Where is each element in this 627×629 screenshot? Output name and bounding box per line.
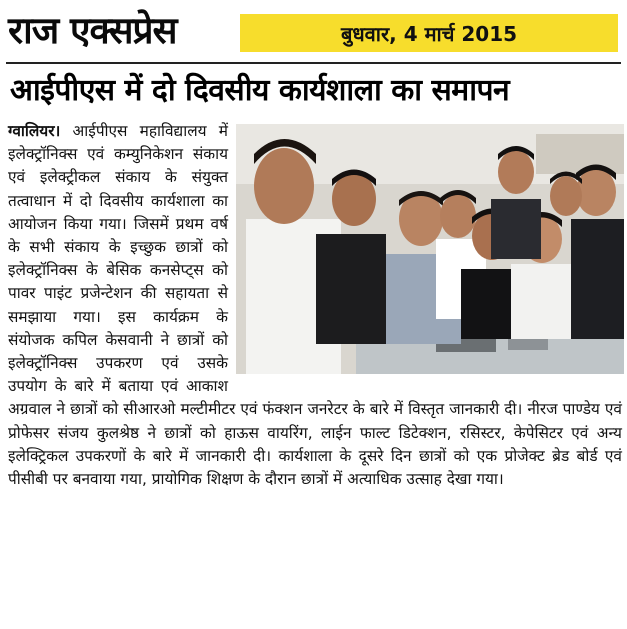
article-paragraph: आईपीएस महाविद्यालय में इलेक्ट्रॉनिक्स एवं कम्युनिकेशन संकाय एवं इलेक्ट्रीकल संकाय के संयुक्त तत्वाधान में दो दिवसीय कार्यशाला का आयोजन किया गया। जिसमें प्रथम वर्ष के सभी संकाय के इच्छुक छात्रों को इलेक्ट्रॉनिक्स के बेसिक कनसेप्ट्स को पावर पाइंट प्रजेन्टेशन की सहायता से समझाया गया। इस कार्यक्रम के संयोजक कपिल केसवानी ने छात्रों को इलेक्ट्रॉनिक्स उपकरण एवं उसके उपयोग के बारे में बताया एवं आकाश अग्रवाल ने छात्रों को सीआरओ मल्टीमीटर एवं फंक्शन जनरेटर के बारे में विस्तृत जानकारी दी। नीरज पाण्डेय एवं प्रोफेसर संजय कुलश्रेष्ठ ने छात्रों को हाऊस वायरिंग, लाईन फाल्ट डिटेक्शन, रसिस्टर, केपेसिटर एवं अन्य इलेक्ट्रिकल उपकरणों के बारे में जानकारी दी। कार्यशाला के दूसरे दिन छात्रों को एक प्रोजेक्ट ब्रेड बोर्ड एवं पीसीबी पर बनवाया गया, प्रायोगिक शिक्षण के दौरान छात्रों में अत्याधिक उत्साह देखा गया। (8, 122, 622, 489)
issue-date: बुधवार, 4 मार्च 2015 (340, 21, 518, 46)
article-headline: आईपीएस में दो दिवसीय कार्यशाला का समापन (10, 73, 510, 108)
students-group-photo (236, 124, 624, 374)
article-photo (236, 124, 624, 374)
date-banner (240, 14, 618, 52)
masthead-divider (6, 62, 621, 64)
article-dateline: ग्वालियर। (8, 122, 61, 140)
masthead (0, 8, 627, 60)
newspaper-title: राज एक्सप्रेस (8, 9, 177, 52)
article-body (8, 120, 622, 491)
